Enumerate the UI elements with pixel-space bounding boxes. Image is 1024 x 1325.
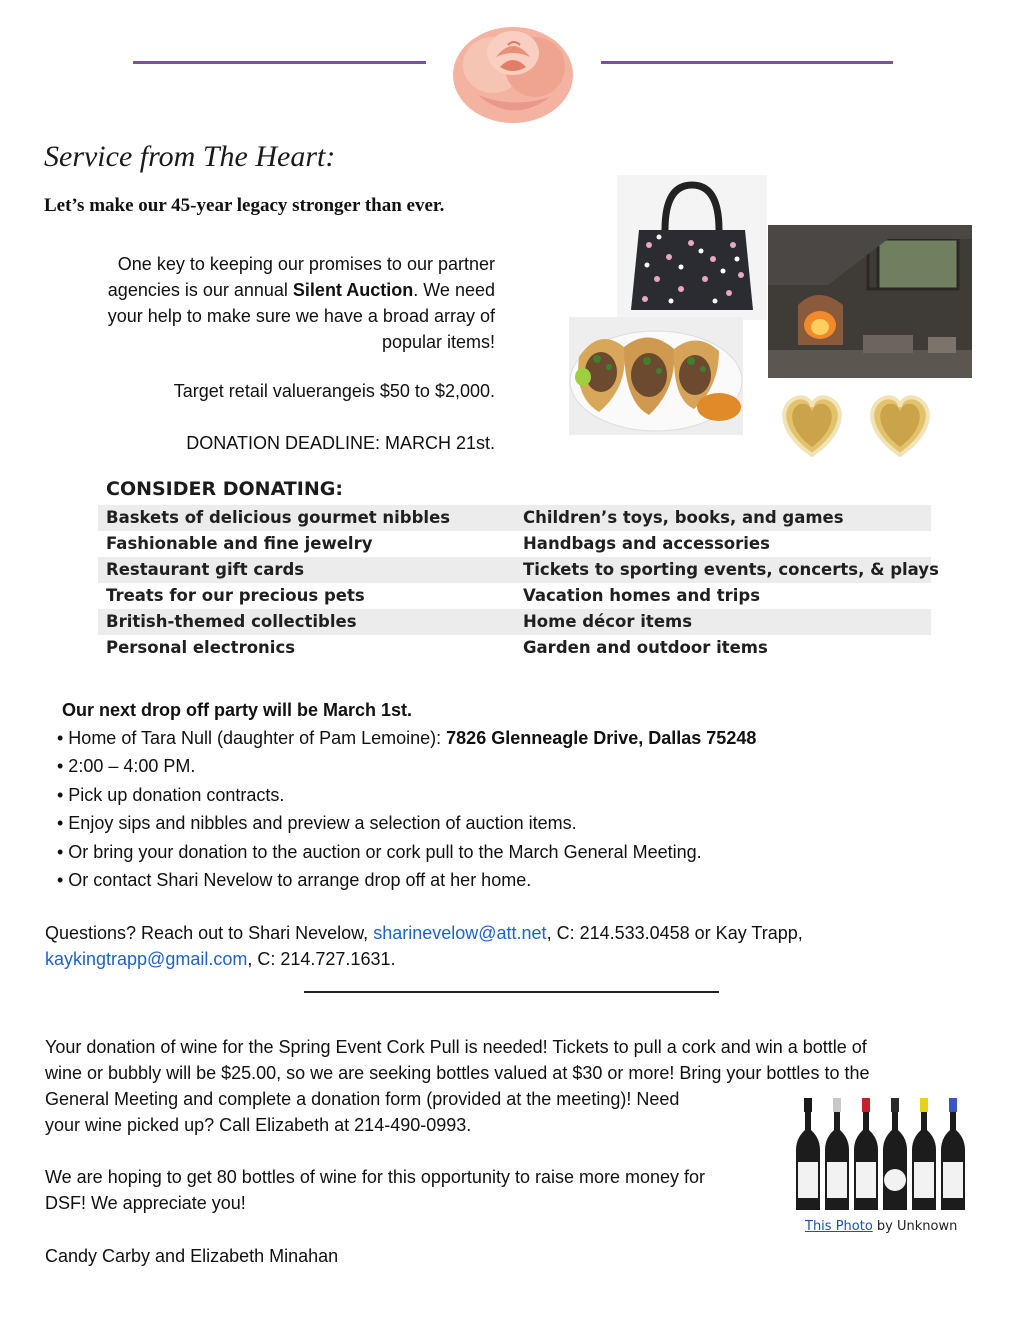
heart-earrings-image: [770, 385, 946, 467]
donation-row: [98, 609, 931, 635]
questions-line-2: [45, 946, 395, 972]
intro-paragraph: [100, 251, 495, 355]
intro-text-a: One key to keeping our promises to our partner agencies is our annual: [107, 254, 495, 300]
tacos-image: [569, 317, 743, 435]
questions-line-1: [45, 920, 803, 946]
hope-line: DSF! We appreciate you!: [45, 1193, 246, 1213]
target-value: Target retail valuerangeis $50 to $2,000.: [173, 381, 495, 401]
hope-line: We are hoping to get 80 bottles of wine for this opportunity to raise more money for: [45, 1167, 706, 1187]
donation-row: [98, 583, 931, 609]
wine-bottles-image: [790, 1096, 974, 1214]
intro-text-b: . We need your help to make sure we have a broad array of popular items!: [107, 280, 495, 352]
donation-item: Home décor items: [523, 612, 693, 631]
dropoff-bullet: • 2:00 – 4:00 PM.: [57, 756, 196, 776]
dropoff-heading: Our next drop off party will be March 1st.: [62, 700, 413, 720]
dropoff-home-prefix: • Home of Tara Null (daughter of Pam Lemoine):: [57, 728, 447, 748]
wine-line: General Meeting and complete a donation form (provided at the meeting)! Need: [45, 1089, 680, 1109]
wine-line: Your donation of wine for the Spring Event Cork Pull is needed! Tickets to pull a cork and win a bottle of: [45, 1037, 867, 1057]
page-subtitle: Let’s make our 45-year legacy stronger than ever.: [44, 195, 445, 216]
donation-deadline: DONATION DEADLINE: MARCH 21st.: [186, 433, 495, 453]
questions-text-a: Questions? Reach out to Shari Nevelow,: [45, 923, 374, 943]
email-link-kay[interactable]: kaykingtrapp@gmail.com: [45, 949, 248, 969]
donation-row: [98, 531, 931, 557]
donation-row: [98, 635, 931, 661]
signature: Candy Carby and Elizabeth Minahan: [45, 1246, 339, 1266]
donation-item: Baskets of delicious gourmet nibbles: [106, 508, 451, 527]
photo-credit-text: by Unknown: [872, 1219, 958, 1234]
photo-credit-link[interactable]: This Photo: [805, 1219, 873, 1234]
dropoff-home: [57, 728, 756, 749]
donation-item: British-themed collectibles: [106, 612, 357, 631]
handbag-image: [617, 175, 767, 320]
email-link-shari[interactable]: sharinevelow@att.net: [373, 923, 547, 943]
donation-item: Tickets to sporting events, concerts, & plays: [523, 560, 939, 579]
dropoff-bullet: • Or contact Shari Nevelow to arrange drop off at her home.: [57, 870, 532, 890]
donation-item: Restaurant gift cards: [106, 560, 305, 579]
donation-item: Fashionable and fine jewelry: [106, 534, 373, 553]
header-rule-left: [133, 61, 426, 64]
donation-row: [98, 557, 939, 583]
dropoff-bullet: • Pick up donation contracts.: [57, 784, 285, 805]
donation-item: Vacation homes and trips: [523, 586, 761, 605]
donation-item: Children’s toys, books, and games: [523, 508, 844, 527]
fireplace-image: [768, 225, 972, 378]
intro-bold: Silent Auction: [292, 280, 414, 300]
wine-line: your wine picked up? Call Elizabeth at 214-490-0993.: [45, 1115, 472, 1135]
donation-item: Personal electronics: [106, 638, 296, 657]
dropoff-bullet: • Or bring your donation to the auction or cork pull to the March General Meeting.: [57, 841, 702, 862]
header-rule-right: [601, 61, 893, 64]
questions-text-b: , C: 214.533.0458 or Kay Trapp,: [546, 923, 803, 943]
wine-line: wine or bubbly will be $25.00, so we are seeking bottles valued at $30 or more! Bring your bottles to the: [45, 1063, 870, 1083]
donation-item: Handbags and accessories: [523, 534, 770, 553]
donation-item: Treats for our precious pets: [106, 586, 365, 605]
page-title: Service from The Heart:: [44, 140, 336, 173]
dropoff-bullet: • Enjoy sips and nibbles and preview a selection of auction items.: [57, 813, 577, 833]
donation-row: [98, 505, 931, 531]
dropoff-address: 7826 Glenneagle Drive, Dallas 75248: [446, 728, 757, 748]
section-divider: [304, 991, 719, 993]
rose-image: [438, 5, 588, 130]
questions-text-c: , C: 214.727.1631.: [247, 949, 396, 969]
donation-item: Garden and outdoor items: [523, 638, 768, 657]
photo-credit: [805, 1219, 957, 1234]
consider-heading: CONSIDER DONATING:: [106, 478, 343, 500]
